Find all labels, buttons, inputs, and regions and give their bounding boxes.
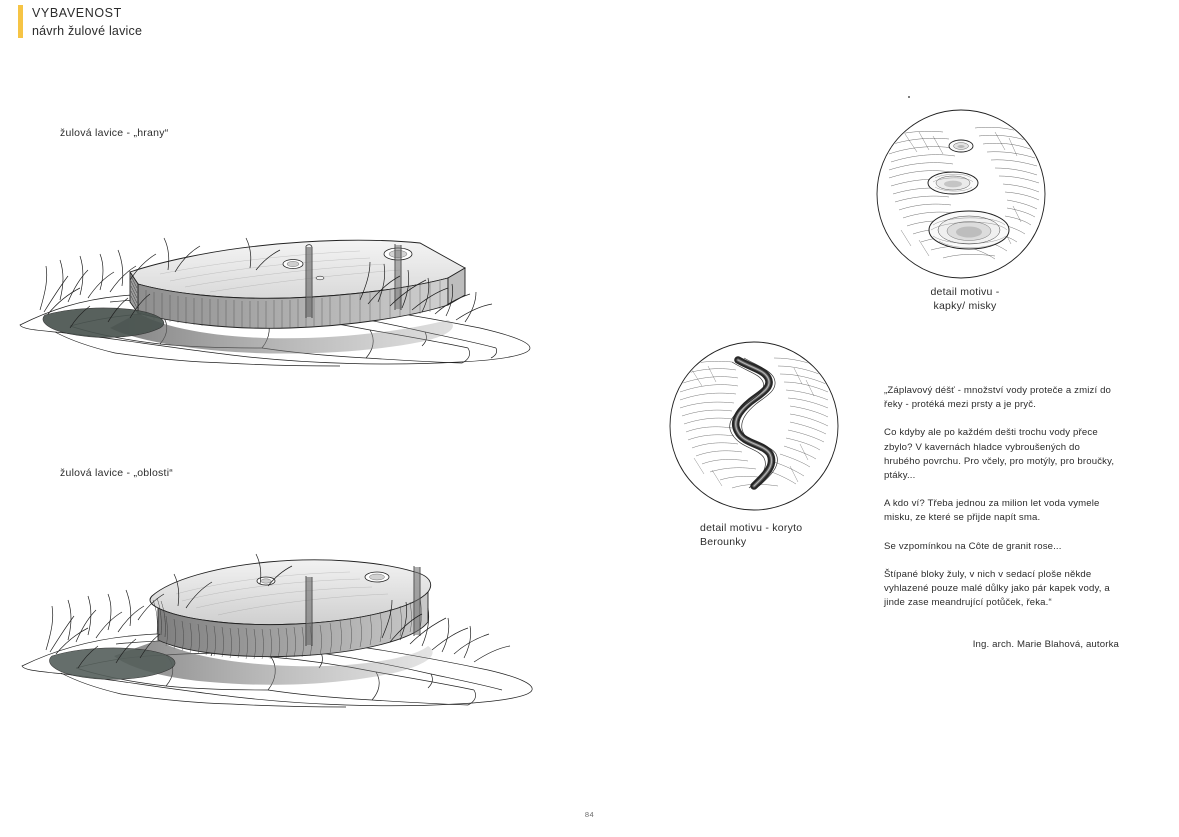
caption-detail-river-line2: Berounky xyxy=(700,536,747,548)
author-signature: Ing. arch. Marie Blahová, autorka xyxy=(972,639,1119,650)
caption-detail-droplets-line2: kapky/ misky xyxy=(933,300,997,312)
quote-paragraph-3: A kdo ví? Třeba jednou za milion let voda vymele misku, ze které se přijde napít sma. xyxy=(884,498,1100,524)
page-subtitle: návrh žulové lavice xyxy=(32,24,143,38)
caption-detail-river-line1: detail motivu - koryto xyxy=(700,522,803,534)
granite-bench-sharp-edges-drawing xyxy=(10,150,630,400)
caption-detail-river-channel xyxy=(700,521,880,549)
detail-droplets-bowls-drawing xyxy=(875,108,1047,280)
header-accent-bar xyxy=(18,5,23,38)
quote-paragraph-1: „Záplavový déšť - množství vody proteče a zmizí do řeky - protéká mezi prsty a je pryč. xyxy=(884,385,1112,411)
ink-speck xyxy=(908,96,910,98)
caption-bench-sharp-edges: žulová lavice - „hrany“ xyxy=(60,127,169,139)
page-title: VYBAVENOST xyxy=(32,6,122,20)
detail-river-channel-drawing xyxy=(668,340,840,512)
caption-bench-rounded: žulová lavice - „oblosti“ xyxy=(60,467,174,479)
author-quote-block xyxy=(884,384,1119,624)
granite-bench-rounded-drawing xyxy=(10,488,630,738)
caption-detail-droplets-line1: detail motivu - xyxy=(930,286,1000,298)
quote-paragraph-2: Co kdyby ale po každém dešti trochu vody přece zbylo? V kavernách hladce vybroušených do hrubého povrchu. Pro včely, pro motýly, pro broučky, ptáky... xyxy=(884,427,1115,482)
quote-paragraph-5: Štípané bloky žuly, v nich v sedací ploše někde vyhlazené pouze malé důlky jako pár kapek vody, a jinde zase meandrující potůček, řeka.“ xyxy=(884,568,1110,609)
caption-detail-droplets xyxy=(880,285,1050,313)
quote-paragraph-4: Se vzpomínkou na Côte de granit rose... xyxy=(884,540,1062,552)
page-header xyxy=(18,5,142,39)
header-text-group xyxy=(32,5,142,39)
page-number: 84 xyxy=(584,810,595,819)
